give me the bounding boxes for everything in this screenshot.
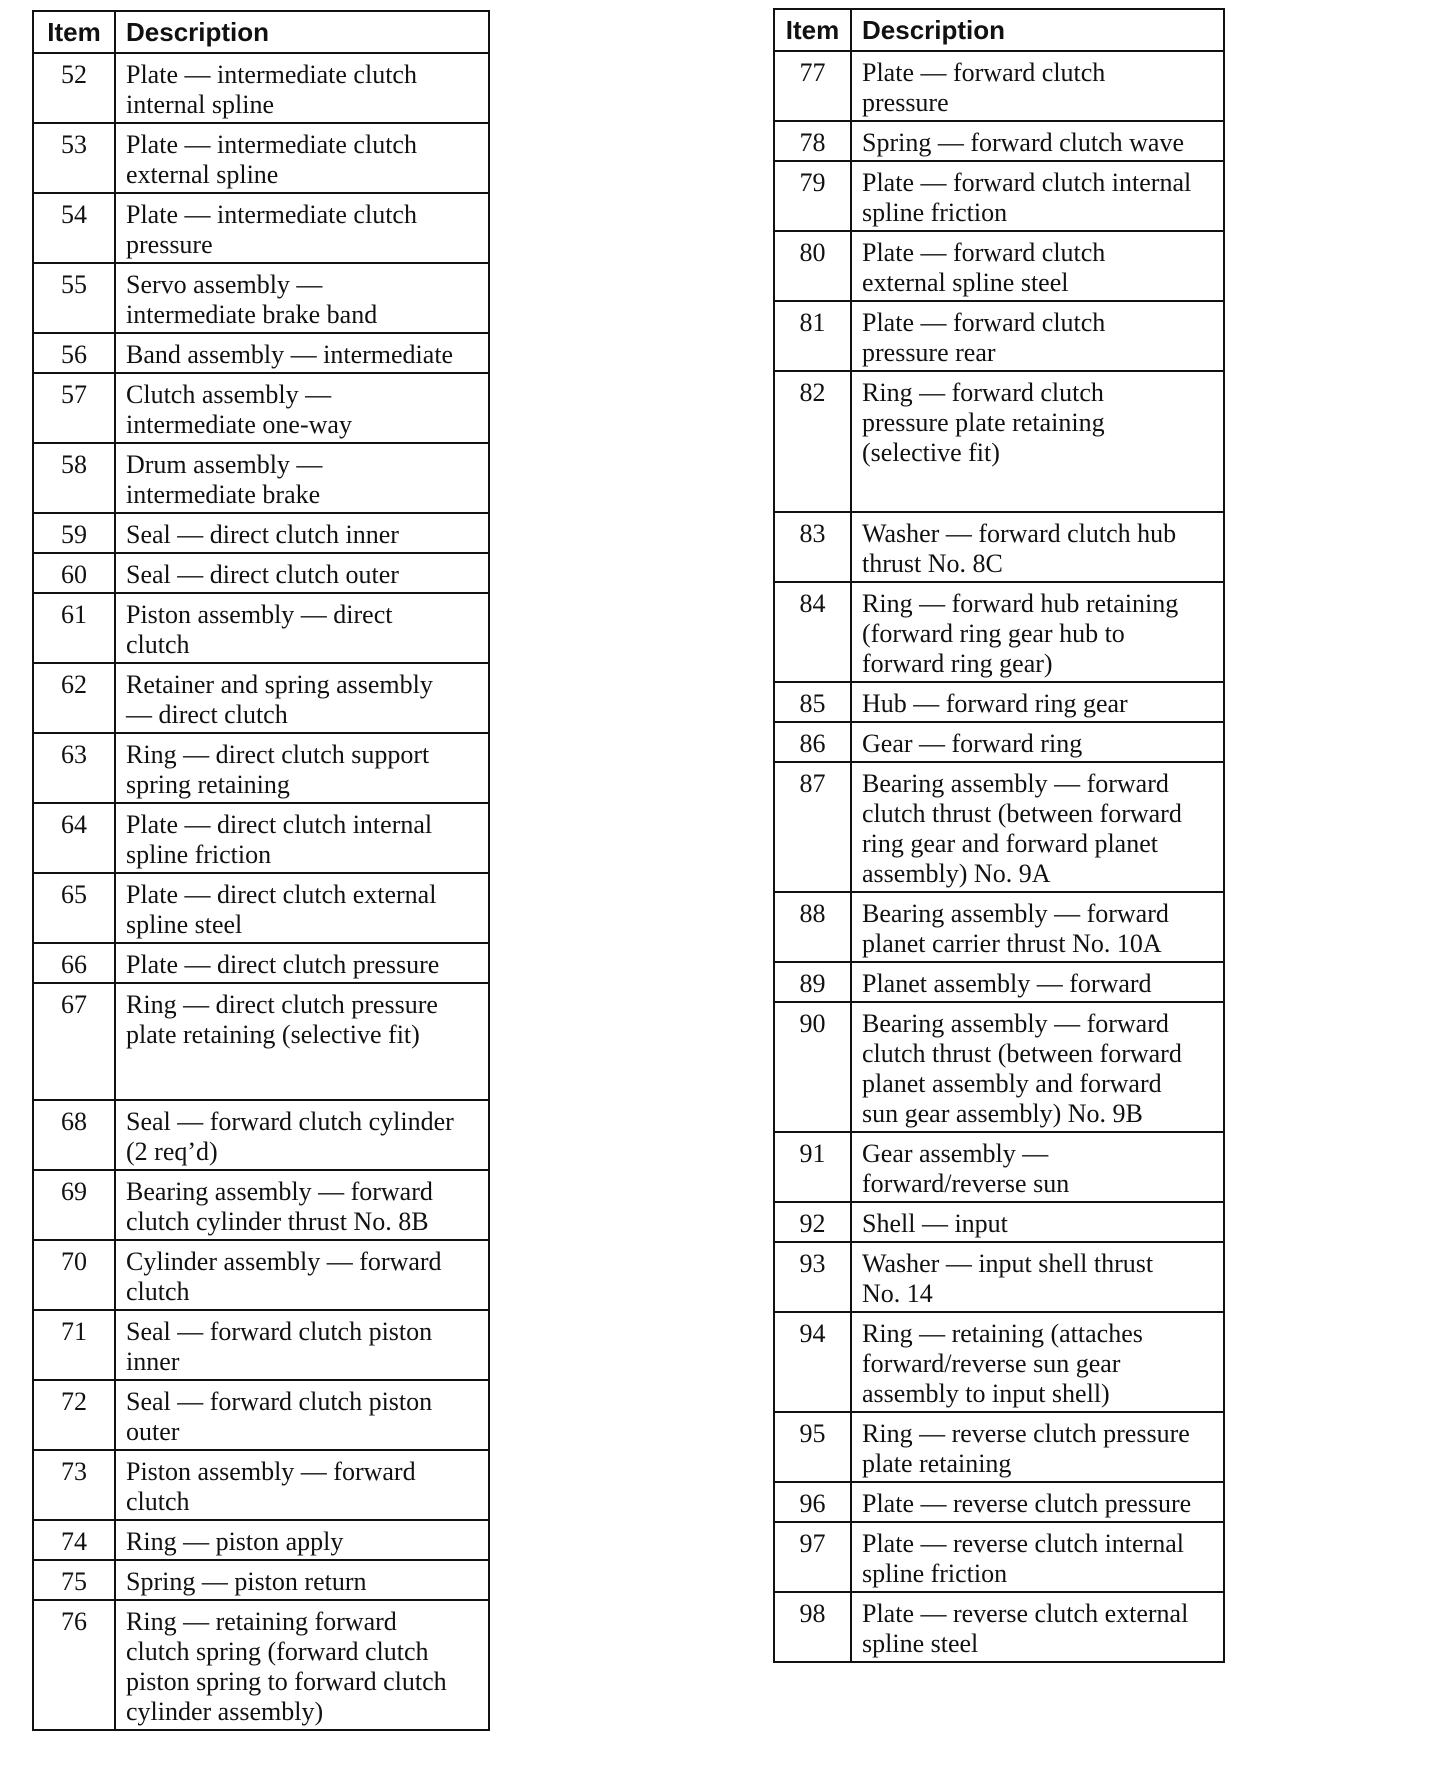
table-row [33, 1450, 489, 1520]
item-description: Plate — intermediate clutch pressure [115, 193, 489, 263]
item-number: 95 [774, 1412, 851, 1482]
item-number: 52 [33, 53, 115, 123]
item-number: 79 [774, 161, 851, 231]
item-description: Plate — reverse clutch pressure [851, 1482, 1224, 1522]
table-row [774, 1202, 1224, 1242]
item-number: 78 [774, 121, 851, 161]
item-description: Seal — forward clutch piston inner [115, 1310, 489, 1380]
item-number: 92 [774, 1202, 851, 1242]
table-row [33, 983, 489, 1100]
item-description: Seal — forward clutch piston outer [115, 1380, 489, 1450]
item-description: Plate — direct clutch internal spline friction [115, 803, 489, 873]
item-description: Bearing assembly — forward planet carrier thrust No. 10A [851, 892, 1224, 962]
item-number: 64 [33, 803, 115, 873]
item-number: 93 [774, 1242, 851, 1312]
item-number: 80 [774, 231, 851, 301]
item-description: Cylinder assembly — forward clutch [115, 1240, 489, 1310]
item-description: Seal — forward clutch cylinder (2 req’d) [115, 1100, 489, 1170]
item-description: Plate — forward clutch pressure rear [851, 301, 1224, 371]
table-row [774, 582, 1224, 682]
header-item: Item [33, 11, 115, 53]
item-number: 72 [33, 1380, 115, 1450]
item-description: Plate — direct clutch external spline steel [115, 873, 489, 943]
table-row [33, 373, 489, 443]
header-row [33, 11, 489, 53]
table-row [774, 371, 1224, 512]
item-number: 60 [33, 553, 115, 593]
item-number: 67 [33, 983, 115, 1100]
header-description: Description [851, 9, 1224, 51]
item-number: 69 [33, 1170, 115, 1240]
item-number: 83 [774, 512, 851, 582]
item-description: Ring — reverse clutch pressure plate retaining [851, 1412, 1224, 1482]
item-number: 71 [33, 1310, 115, 1380]
item-description: Plate — direct clutch pressure [115, 943, 489, 983]
item-number: 53 [33, 123, 115, 193]
item-number: 96 [774, 1482, 851, 1522]
table-row [33, 1310, 489, 1380]
item-number: 63 [33, 733, 115, 803]
item-description: Drum assembly — intermediate brake [115, 443, 489, 513]
item-description: Servo assembly — intermediate brake band [115, 263, 489, 333]
item-description: Retainer and spring assembly — direct clutch [115, 663, 489, 733]
item-number: 54 [33, 193, 115, 263]
item-number: 66 [33, 943, 115, 983]
table-row [33, 1520, 489, 1560]
item-number: 57 [33, 373, 115, 443]
table-row [774, 1132, 1224, 1202]
item-description: Seal — direct clutch inner [115, 513, 489, 553]
item-number: 65 [33, 873, 115, 943]
item-number: 56 [33, 333, 115, 373]
item-description: Ring — forward hub retaining (forward ring gear hub to forward ring gear) [851, 582, 1224, 682]
table-row [33, 1170, 489, 1240]
table-row [774, 512, 1224, 582]
item-number: 98 [774, 1592, 851, 1662]
item-description: Seal — direct clutch outer [115, 553, 489, 593]
table-row [33, 1600, 489, 1730]
item-number: 94 [774, 1312, 851, 1412]
table-row [33, 733, 489, 803]
table-row [33, 53, 489, 123]
table-row [774, 161, 1224, 231]
table-row [33, 123, 489, 193]
table-row [774, 121, 1224, 161]
table-row [774, 1002, 1224, 1132]
item-description: Ring — piston apply [115, 1520, 489, 1560]
item-number: 85 [774, 682, 851, 722]
table-row [774, 762, 1224, 892]
item-description: Plate — forward clutch external spline steel [851, 231, 1224, 301]
table-row [33, 1380, 489, 1450]
item-number: 73 [33, 1450, 115, 1520]
item-number: 75 [33, 1560, 115, 1600]
item-number: 68 [33, 1100, 115, 1170]
table-row [774, 892, 1224, 962]
item-number: 70 [33, 1240, 115, 1310]
item-description: Spring — forward clutch wave [851, 121, 1224, 161]
item-number: 61 [33, 593, 115, 663]
item-description: Gear assembly — forward/reverse sun [851, 1132, 1224, 1202]
item-number: 87 [774, 762, 851, 892]
table-row [33, 443, 489, 513]
item-description: Bearing assembly — forward clutch thrust (between forward planet assembly and forward sun gear assembly) No. 9B [851, 1002, 1224, 1132]
parts-table-right [773, 8, 1225, 1663]
table-row [774, 962, 1224, 1002]
item-number: 86 [774, 722, 851, 762]
item-number: 82 [774, 371, 851, 512]
table-row [774, 1482, 1224, 1522]
item-description: Spring — piston return [115, 1560, 489, 1600]
item-description: Ring — forward clutch pressure plate retaining (selective fit) [851, 371, 1224, 512]
table-row [33, 663, 489, 733]
table-row [774, 231, 1224, 301]
table-row [33, 333, 489, 373]
header-description: Description [115, 11, 489, 53]
item-number: 74 [33, 1520, 115, 1560]
table-row [33, 513, 489, 553]
table-row [33, 943, 489, 983]
item-number: 90 [774, 1002, 851, 1132]
header-row [774, 9, 1224, 51]
item-description: Bearing assembly — forward clutch thrust (between forward ring gear and forward planet assembly) No. 9A [851, 762, 1224, 892]
item-description: Band assembly — intermediate [115, 333, 489, 373]
table-row [33, 873, 489, 943]
item-number: 84 [774, 582, 851, 682]
item-number: 59 [33, 513, 115, 553]
table-row [774, 722, 1224, 762]
item-description: Shell — input [851, 1202, 1224, 1242]
table-row [33, 1100, 489, 1170]
item-number: 88 [774, 892, 851, 962]
table-row [774, 1312, 1224, 1412]
table-row [774, 1412, 1224, 1482]
parts-table-left [32, 10, 490, 1731]
item-description: Plate — intermediate clutch internal spline [115, 53, 489, 123]
item-description: Gear — forward ring [851, 722, 1224, 762]
item-description: Ring — direct clutch pressure plate retaining (selective fit) [115, 983, 489, 1100]
table-row [33, 593, 489, 663]
item-description: Washer — input shell thrust No. 14 [851, 1242, 1224, 1312]
table-row [33, 553, 489, 593]
item-description: Plate — forward clutch internal spline friction [851, 161, 1224, 231]
table-row [774, 682, 1224, 722]
item-description: Plate — reverse clutch external spline steel [851, 1592, 1224, 1662]
item-number: 91 [774, 1132, 851, 1202]
item-description: Piston assembly — forward clutch [115, 1450, 489, 1520]
item-description: Ring — direct clutch support spring retaining [115, 733, 489, 803]
table-row [33, 193, 489, 263]
item-description: Plate — forward clutch pressure [851, 51, 1224, 121]
table-row [774, 1242, 1224, 1312]
item-description: Washer — forward clutch hub thrust No. 8C [851, 512, 1224, 582]
item-number: 81 [774, 301, 851, 371]
item-number: 77 [774, 51, 851, 121]
header-item: Item [774, 9, 851, 51]
item-description: Bearing assembly — forward clutch cylinder thrust No. 8B [115, 1170, 489, 1240]
table-row [33, 1560, 489, 1600]
item-description: Planet assembly — forward [851, 962, 1224, 1002]
table-row [33, 1240, 489, 1310]
table-row [33, 803, 489, 873]
item-number: 76 [33, 1600, 115, 1730]
table-row [774, 301, 1224, 371]
item-description: Hub — forward ring gear [851, 682, 1224, 722]
item-description: Clutch assembly — intermediate one-way [115, 373, 489, 443]
table-row [774, 1592, 1224, 1662]
item-description: Plate — reverse clutch internal spline friction [851, 1522, 1224, 1592]
item-number: 97 [774, 1522, 851, 1592]
item-description: Plate — intermediate clutch external spline [115, 123, 489, 193]
item-description: Ring — retaining (attaches forward/reverse sun gear assembly to input shell) [851, 1312, 1224, 1412]
item-number: 62 [33, 663, 115, 733]
table-row [774, 51, 1224, 121]
table-row [33, 263, 489, 333]
item-number: 89 [774, 962, 851, 1002]
item-description: Piston assembly — direct clutch [115, 593, 489, 663]
item-description: Ring — retaining forward clutch spring (forward clutch piston spring to forward clutch cylinder assembly) [115, 1600, 489, 1730]
table-row [774, 1522, 1224, 1592]
item-number: 58 [33, 443, 115, 513]
item-number: 55 [33, 263, 115, 333]
